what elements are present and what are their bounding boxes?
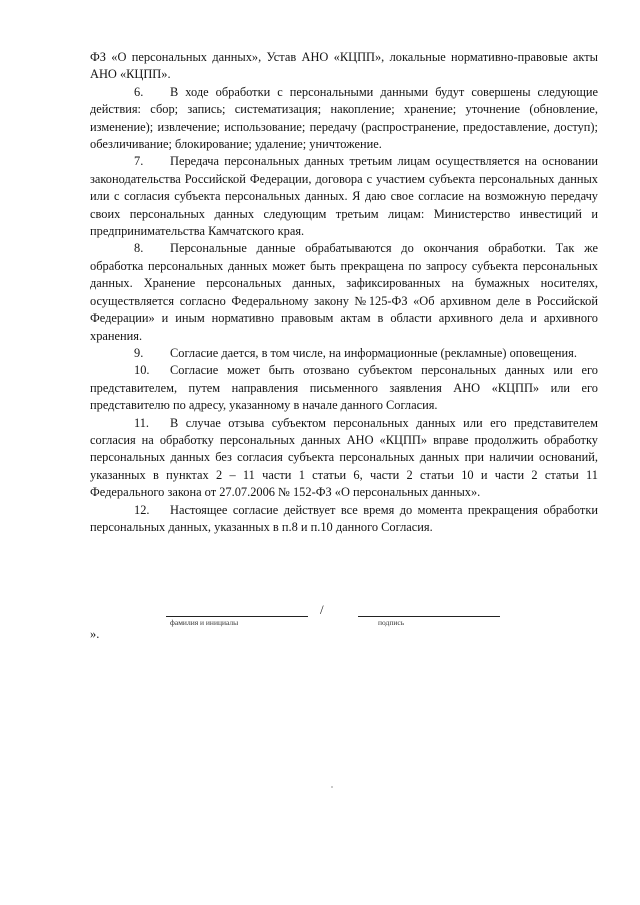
paragraph-text: В случае отзыва субъектом персональных данных или его представителем согласия на обработку персональных данных АНО «КЦПП» вправе продолжить обработку персональных данных без согласия субъекта персональных данных при наличии оснований, указанных в пунктах 2 – 11 части 1 статьи 6, части 2 статьи 10 и части 2 статьи 11 Федерального закона от 27.07.2006 № 152-ФЗ «О персональных данных». [90, 415, 598, 500]
paragraph-text: В ходе обработки с персональными данными будут совершены следующие действия: сбор; запись; систематизация; накопление; хранение; уточнение (обновление, изменение); извлечение; использование; передачу (распространение, предоставление, доступ); обезличивание; блокирование; удаление; уничтожение. [90, 84, 598, 152]
paragraph-number: 10. [134, 363, 150, 378]
paragraph-number: 11. [134, 415, 150, 430]
paragraph-9 [90, 345, 598, 362]
paragraph-text: Согласие дается, в том числе, на информационные (рекламные) оповещения. [170, 345, 577, 360]
paragraph-text: Настоящее согласие действует все время до момента прекращения обработки персональных данных, указанных в п.8 и п.10 данного Согласия. [90, 502, 598, 534]
paragraph-6 [90, 84, 598, 154]
paragraph-number: 7. [134, 154, 144, 169]
paragraph-12 [90, 502, 598, 537]
scan-speck [331, 786, 333, 788]
paragraph-number: 6. [134, 84, 144, 99]
name-line[interactable] [166, 604, 308, 617]
document-body [90, 49, 598, 536]
paragraph-text: ФЗ «О персональных данных», Устав АНО «КЦПП», локальные нормативно-правовые акты АНО «КЦПП». [90, 50, 598, 82]
name-caption: фамилия и инициалы [170, 618, 239, 627]
paragraph-10 [90, 362, 598, 414]
paragraph-intro [90, 49, 598, 84]
paragraph-11 [90, 415, 598, 502]
paragraph-number: 12. [134, 502, 150, 517]
paragraph-number: 8. [134, 241, 144, 256]
paragraph-number: 9. [134, 345, 144, 360]
paragraph-7 [90, 153, 598, 240]
signature-line[interactable] [358, 604, 500, 617]
paragraph-text: Согласие может быть отозвано субъектом персональных данных или его представителем, путем направления письменного заявления АНО «КЦПП» или его представителю по адресу, указанному в начале данного Согласия. [90, 363, 598, 413]
signature-separator: / [320, 602, 324, 617]
paragraph-text: Персональные данные обрабатываются до окончания обработки. Так же обработка персональных данных может быть прекращена по запросу субъекта персональных данных. Хранение персональных данных, зафиксированных на бумажных носителях, осуществляется согласно Федеральному закону №125-ФЗ «Об архивном деле в Российской Федерации» и иным нормативно правовым актам в области архивного дела и архивного хранения. [90, 241, 598, 343]
signature-caption: подпись [378, 618, 405, 627]
paragraph-8 [90, 240, 598, 344]
paragraph-text: Передача персональных данных третьим лицам осуществляется на основании законодательства Российской Федерации, договора с участием субъекта персональных данных или с согласия субъекта персональных данных. Я даю свое согласие на возможную передачу своих персональных данных следующим третьим лицам: Министерство инвестиций и предпринимательства Камчатского края. [90, 154, 598, 239]
closing-quote: ». [90, 627, 100, 641]
